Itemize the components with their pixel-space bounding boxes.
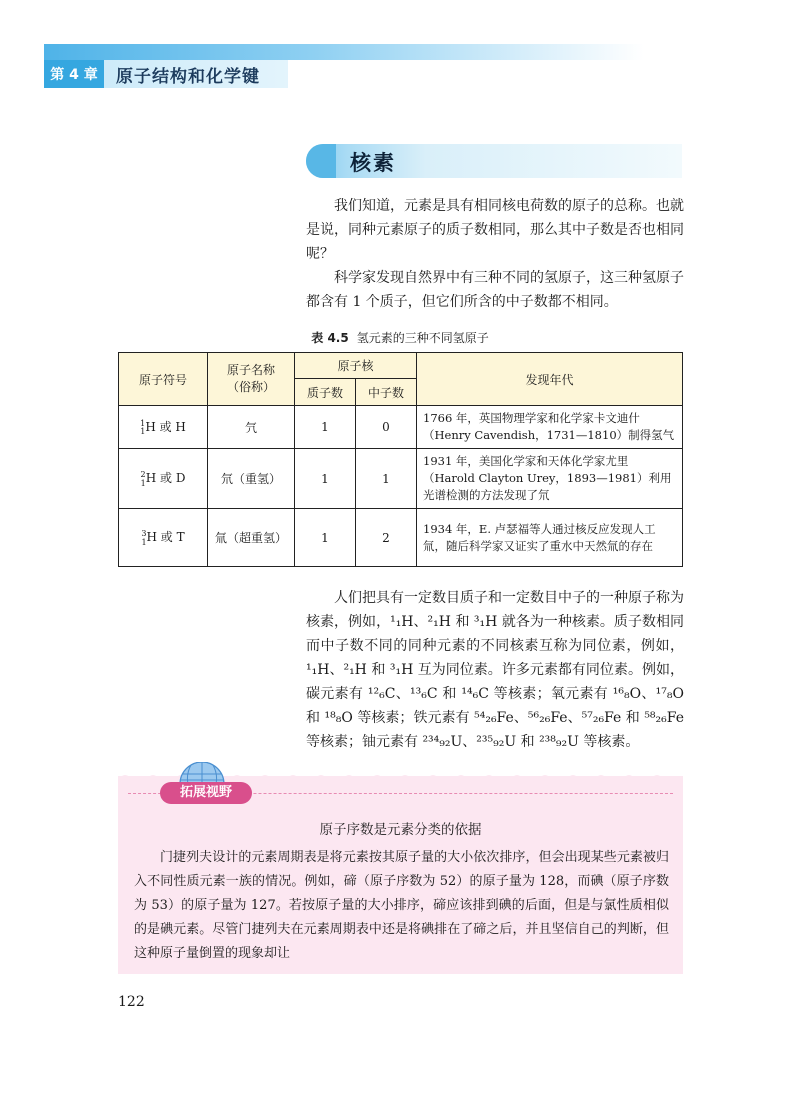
table-caption bbox=[0, 329, 800, 346]
cell-protons: 1 bbox=[295, 509, 356, 567]
extension-paragraph: 门捷列夫设计的元素周期表是将元素按其原子量的大小依次排序，但会出现某些元素被归入不同性质元素一族的情况。例如，碲（原子序数为 52）的原子量为 128，而碘（原子序数为 53）的原子量为 127。若按原子量的大小排序，碲应该排到碘的后面，但是与氯性质相似的是碘元素。尽管门捷列夫在元素周期表中还是将碘排在了碲之后，并且坚信自己的判断，但这种原子量倒置的现象却让 bbox=[134, 850, 669, 961]
cell-discovery: 1934 年，E. 卢瑟福等人通过核反应发现人工氚，随后科学家又证实了重水中天然氚的存在 bbox=[417, 509, 683, 567]
cell-neutrons: 1 bbox=[356, 449, 417, 509]
cell-discovery: 1931 年，美国化学家和天体化学家尤里（Harold Clayton Urey，1893—1981）利用光谱检测的方法发现了氘 bbox=[417, 449, 683, 509]
cell-neutrons: 2 bbox=[356, 509, 417, 567]
intro-paragraph-1: 我们知道，元素是具有相同核电荷数的原子的总称。也就是说，同种元素原子的质子数相同，那么其中子数是否也相同呢？ bbox=[306, 198, 684, 262]
extension-label: 拓展视野 bbox=[160, 782, 252, 804]
header-band bbox=[44, 44, 644, 60]
intro-paragraph-2: 科学家发现自然界中有三种不同的氢原子，这三种氢原子都含有 1 个质子，但它们所含的中子数都不相同。 bbox=[306, 270, 684, 310]
th-symbol: 原子符号 bbox=[119, 353, 208, 406]
table-row bbox=[119, 509, 683, 567]
body-paragraph-3: 人们把具有一定数目质子和一定数目中子的一种原子称为核素，例如，¹₁H、²₁H 和 ³₁H 就各为一种核素。质子数相同而中子数不同的同种元素的不同核素互称为同位素，例如，¹₁H、²₁H 和 ³₁H 互为同位素。许多元素都有同位素。例如，碳元素有 ¹²₆C、¹³₆C 和 ¹⁴₆C 等核素；氧元素有 ¹⁶₈O、¹⁷₈O 和 ¹⁸₈O 等核素；铁元素有 ⁵⁴₂₆Fe、⁵⁶₂₆Fe、⁵⁷₂₆Fe 和 ⁵⁸₂₆Fe 等核素；铀元素有 ²³⁴₉₂U、²³⁵₉₂U 和 ²³⁸₉₂U 等核素。 bbox=[306, 590, 684, 750]
th-nucleus: 原子核 bbox=[295, 353, 417, 379]
table-row bbox=[119, 449, 683, 509]
th-discovery: 发现年代 bbox=[417, 353, 683, 406]
cell-symbol: $^2_1$H 或 D bbox=[119, 449, 208, 509]
table-caption-label: 表 4.5 bbox=[311, 331, 349, 345]
cell-symbol: $^1_1$H 或 H bbox=[119, 406, 208, 449]
th-protons: 质子数 bbox=[295, 379, 356, 406]
nuclide-text bbox=[306, 586, 684, 754]
table-row bbox=[119, 406, 683, 449]
globe-icon bbox=[178, 762, 226, 784]
th-name: 原子名称 （俗称） bbox=[208, 353, 295, 406]
table-caption-text: 氢元素的三种不同氢原子 bbox=[356, 331, 489, 345]
page-number: 122 bbox=[118, 994, 145, 1010]
chapter-number: 第 4 章 bbox=[44, 60, 104, 88]
cell-name: 氘（重氢） bbox=[208, 449, 295, 509]
section-tab-edge bbox=[306, 144, 336, 178]
cell-name: 氚（超重氢） bbox=[208, 509, 295, 567]
chapter-header bbox=[44, 60, 288, 88]
cell-symbol: $^3_1$H 或 T bbox=[119, 509, 208, 567]
extension-title: 原子序数是元素分类的依据 bbox=[319, 822, 482, 838]
cell-protons: 1 bbox=[295, 406, 356, 449]
intro-text bbox=[306, 194, 684, 314]
cell-neutrons: 0 bbox=[356, 406, 417, 449]
th-neutrons: 中子数 bbox=[356, 379, 417, 406]
section-heading bbox=[306, 144, 682, 178]
extension-body bbox=[134, 846, 669, 966]
section-title: 核素 bbox=[350, 151, 396, 175]
chapter-title: 原子结构和化学键 bbox=[116, 66, 260, 87]
cell-protons: 1 bbox=[295, 449, 356, 509]
cell-discovery: 1766 年，英国物理学家和化学家卡文迪什（Henry Cavendish，1731—1810）制得氢气 bbox=[417, 406, 683, 449]
hydrogen-isotopes-table bbox=[118, 352, 683, 567]
cell-name: 氕 bbox=[208, 406, 295, 449]
